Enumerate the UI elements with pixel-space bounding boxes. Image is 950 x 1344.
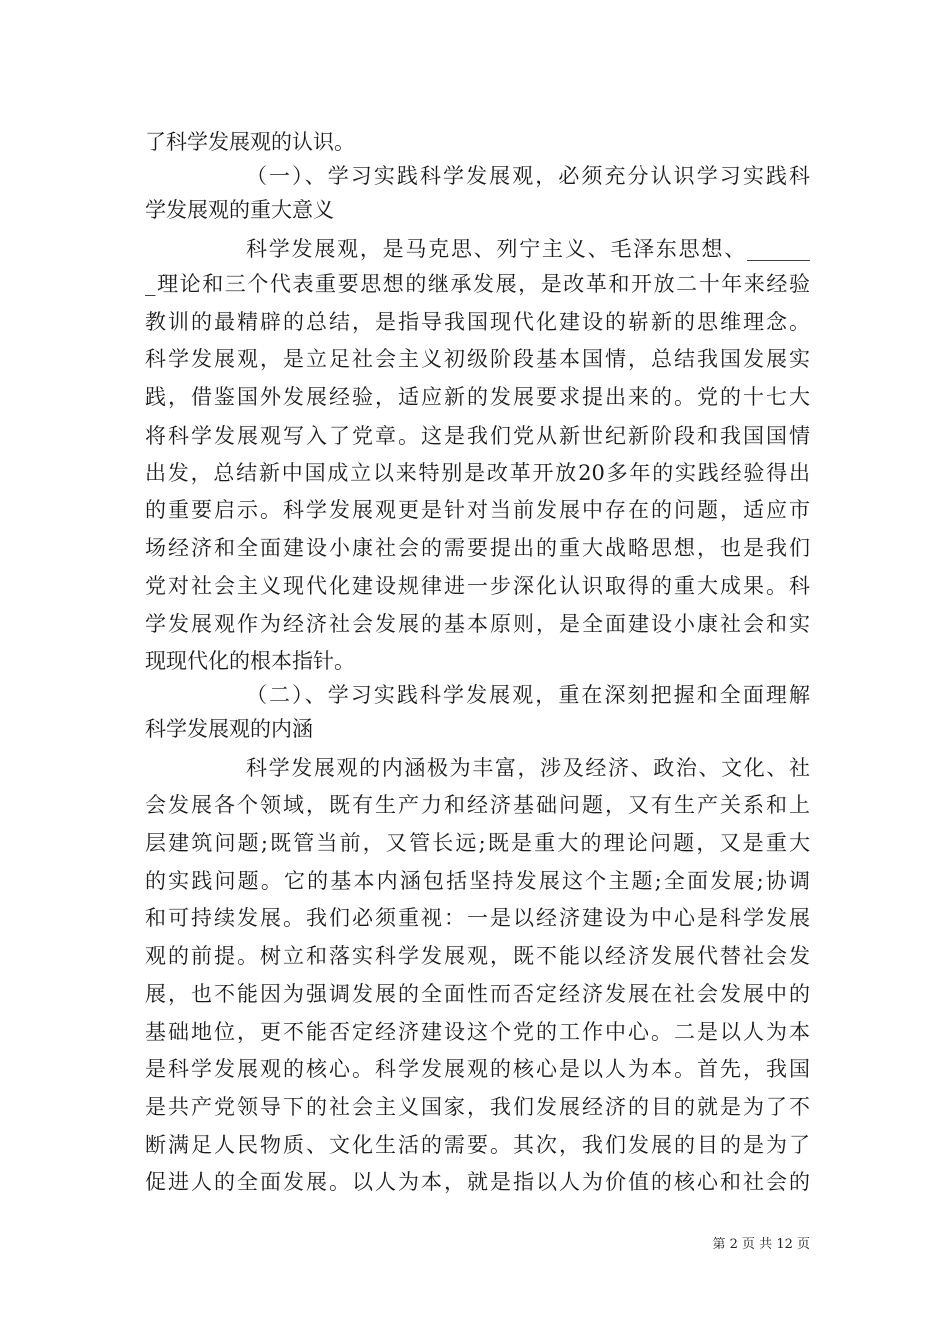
section-heading-2-cont: 科学发展观的内涵 — [145, 717, 313, 741]
text-line: 观的前提。树立和落实科学发展观，既不能以经济发展代替社会发 — [145, 944, 810, 968]
section-heading-2: （二）、学习实践科学发展观，重在深刻把握和全面理解 — [246, 683, 810, 707]
text-line: 展，也不能因为强调发展的全面性而否定经济发展在社会发展中的 — [145, 982, 810, 1006]
text-line: 出发，总结新中国成立以来特别是改革开放20多年的实践经验得出 — [145, 461, 810, 485]
text-line: 层建筑问题;既管当前，又管长远;既是重大的理论问题，又是重大 — [145, 831, 810, 855]
text-line: 断满足人民物质、文化生活的需要。其次，我们发展的目的是为了 — [145, 1133, 810, 1157]
text-line: 的实践问题。它的基本内涵包括坚持发展这个主题;全面发展;协调 — [145, 869, 810, 893]
text-line: 了科学发展观的认识。 — [145, 130, 355, 154]
text-line: _理论和三个代表重要思想的继承发展，是改革和开放二十年来经验 — [145, 272, 810, 296]
page-number-footer: 第 2 页 共 12 页 — [712, 1237, 810, 1252]
text-line: 科学发展观，是立足社会主义初级阶段基本国情，总结我国发展实 — [145, 347, 810, 371]
paragraph-2-start: 科学发展观的内涵极为丰富，涉及经济、政治、文化、社 — [246, 756, 810, 780]
text-line: 是共产党领导下的社会主义国家，我们发展经济的目的就是为了不 — [145, 1095, 810, 1119]
text-line: 促进人的全面发展。以人为本，就是指以人为价值的核心和社会的 — [145, 1170, 810, 1194]
text-line: 基础地位，更不能否定经济建设这个党的工作中心。二是以人为本 — [145, 1020, 810, 1044]
text-line: 场经济和全面建设小康社会的需要提出的重大战略思想，也是我们 — [145, 536, 810, 560]
text-line: 践，借鉴国外发展经验，适应新的发展要求提出来的。党的十七大 — [145, 385, 810, 409]
section-heading-1: （一）、学习实践科学发展观，必须充分认识学习实践科 — [246, 164, 810, 188]
paragraph-1-start: 科学发展观，是马克思、列宁主义、毛泽东思想、______ — [246, 237, 810, 261]
text-line: 是科学发展观的核心。科学发展观的核心是以人为本。首先，我国 — [145, 1057, 810, 1081]
text-line: 现现代化的根本指针。 — [145, 649, 355, 673]
text-line: 将科学发展观写入了党章。这是我们党从新世纪新阶段和我国国情 — [145, 424, 810, 448]
text-line: 会发展各个领域，既有生产力和经济基础问题，又有生产关系和上 — [145, 793, 810, 817]
text-line: 的重要启示。科学发展观更是针对当前发展中存在的问题，适应市 — [145, 498, 810, 522]
text-line: 教训的最精辟的总结，是指导我国现代化建设的崭新的思维理念。 — [145, 310, 810, 334]
section-heading-1-cont: 学发展观的重大意义 — [145, 198, 334, 222]
text-line: 党对社会主义现代化建设规律进一步深化认识取得的重大成果。科 — [145, 574, 810, 598]
text-line: 和可持续发展。我们必须重视：一是以经济建设为中心是科学发展 — [145, 906, 810, 930]
text-line: 学发展观作为经济社会发展的基本原则，是全面建设小康社会和实 — [145, 612, 810, 636]
